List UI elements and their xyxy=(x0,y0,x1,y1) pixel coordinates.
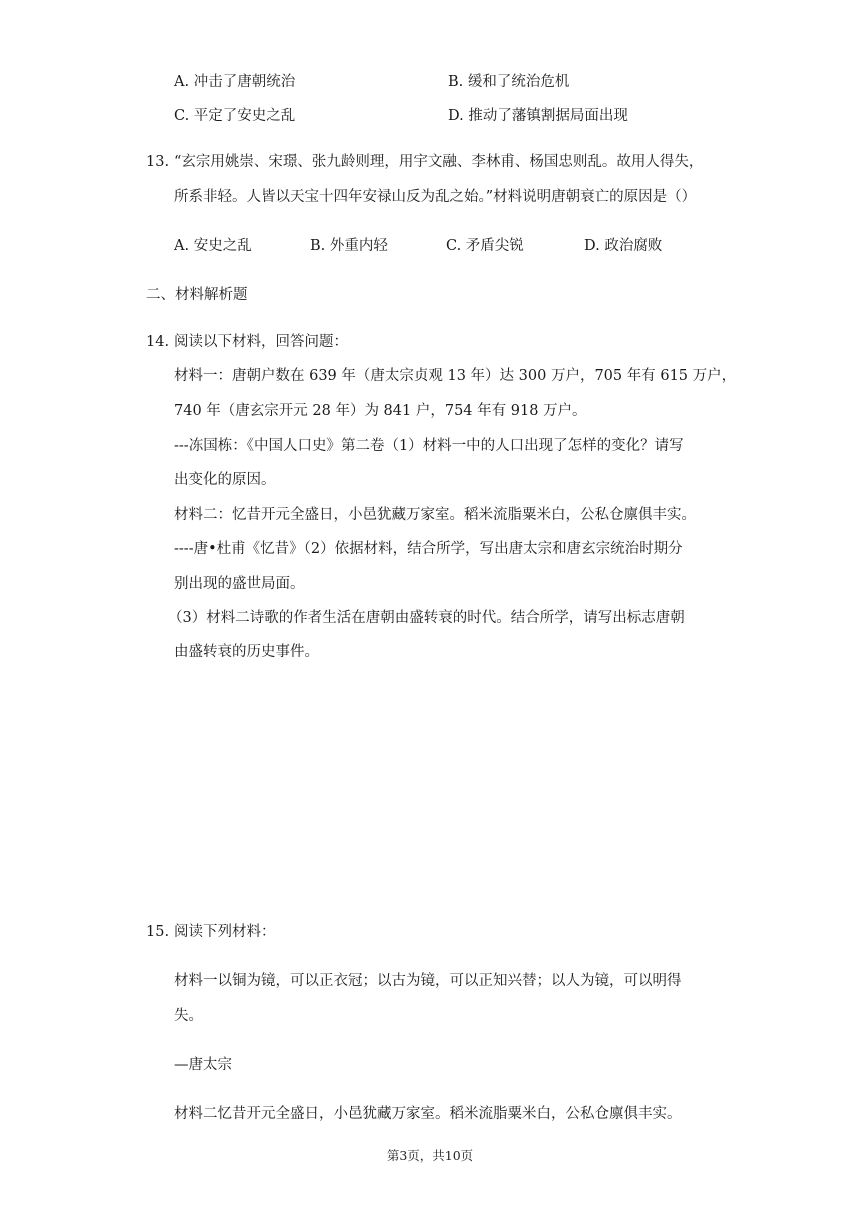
q12-option-c: C. 平定了安史之乱 xyxy=(174,108,296,124)
q15-material1-line1: 材料一以铜为镜，可以正衣冠；以古为镜，可以正知兴替；以人为镜，可以明得 xyxy=(174,973,682,989)
q13-stem-line2: 所系非轻。人皆以天宝十四年安禄山反为乱之始。”材料说明唐朝衰亡的原因是（） xyxy=(174,189,697,205)
q15-material1-line2: 失。 xyxy=(174,1008,203,1024)
page-footer: 第3页，共10页 xyxy=(386,1148,474,1163)
q15-material1-source: —唐太宗 xyxy=(174,1057,232,1073)
q14-material1-line1: 材料一：唐朝户数在 639 年（唐太宗贞观 13 年）达 300 万户，705 年有 615 万户， xyxy=(174,368,737,384)
q13-option-b: B. 外重内轻 xyxy=(310,238,388,254)
q14-material1-source: ---冻国栋：《中国人口史》第二卷（1）材料一中的人口出现了怎样的变化？请写 xyxy=(174,438,684,454)
q12-option-a: A. 冲击了唐朝统治 xyxy=(174,74,296,90)
q14-material2-source: ----唐•杜甫《忆昔》（2）依据材料，结合所学，写出唐太宗和唐玄宗统治时期分 xyxy=(174,541,683,557)
q14-question3-line1: （3）材料二诗歌的作者生活在唐朝由盛转衰的时代。结合所学，请写出标志唐朝 xyxy=(168,610,685,626)
q15-material2-line1: 材料二忆昔开元全盛日，小邑犹藏万家室。稻米流脂粟米白，公私仓廪俱丰实。 xyxy=(174,1106,682,1122)
q12-option-d: D. 推动了藩镇割据局面出现 xyxy=(448,108,628,124)
q12-option-b: B. 缓和了统治危机 xyxy=(448,74,570,90)
q14-material1-line2: 740 年（唐玄宗开元 28 年）为 841 户，754 年有 918 万户。 xyxy=(174,403,587,419)
q14-material2-source-cont: 别出现的盛世局面。 xyxy=(174,576,305,592)
q13-stem-line1: “玄宗用姚崇、宋璟、张九龄则理，用宇文融、李林甫、杨国忠则乱。故用人得失， xyxy=(174,154,704,170)
q14-material2-line1: 材料二：忆昔开元全盛日，小邑犹藏万家室。稻米流脂粟米白，公私仓廪俱丰实。 xyxy=(174,507,696,523)
q13-option-a: A. 安史之乱 xyxy=(174,238,252,254)
q13-number: 13. xyxy=(146,154,170,170)
q13-option-d: D. 政治腐败 xyxy=(584,238,663,254)
q15-title: 阅读下列材料： xyxy=(174,924,276,940)
q14-material1-source-cont: 出变化的原因。 xyxy=(174,472,276,488)
q14-title: 阅读以下材料，回答问题： xyxy=(174,334,348,350)
q14-number: 14. xyxy=(146,334,170,350)
q15-number: 15. xyxy=(146,924,170,940)
q14-question3-line2: 由盛转衰的历史事件。 xyxy=(174,644,319,660)
section-heading: 二、材料解析题 xyxy=(146,287,248,303)
q13-option-c: C. 矛盾尖锐 xyxy=(446,238,524,254)
